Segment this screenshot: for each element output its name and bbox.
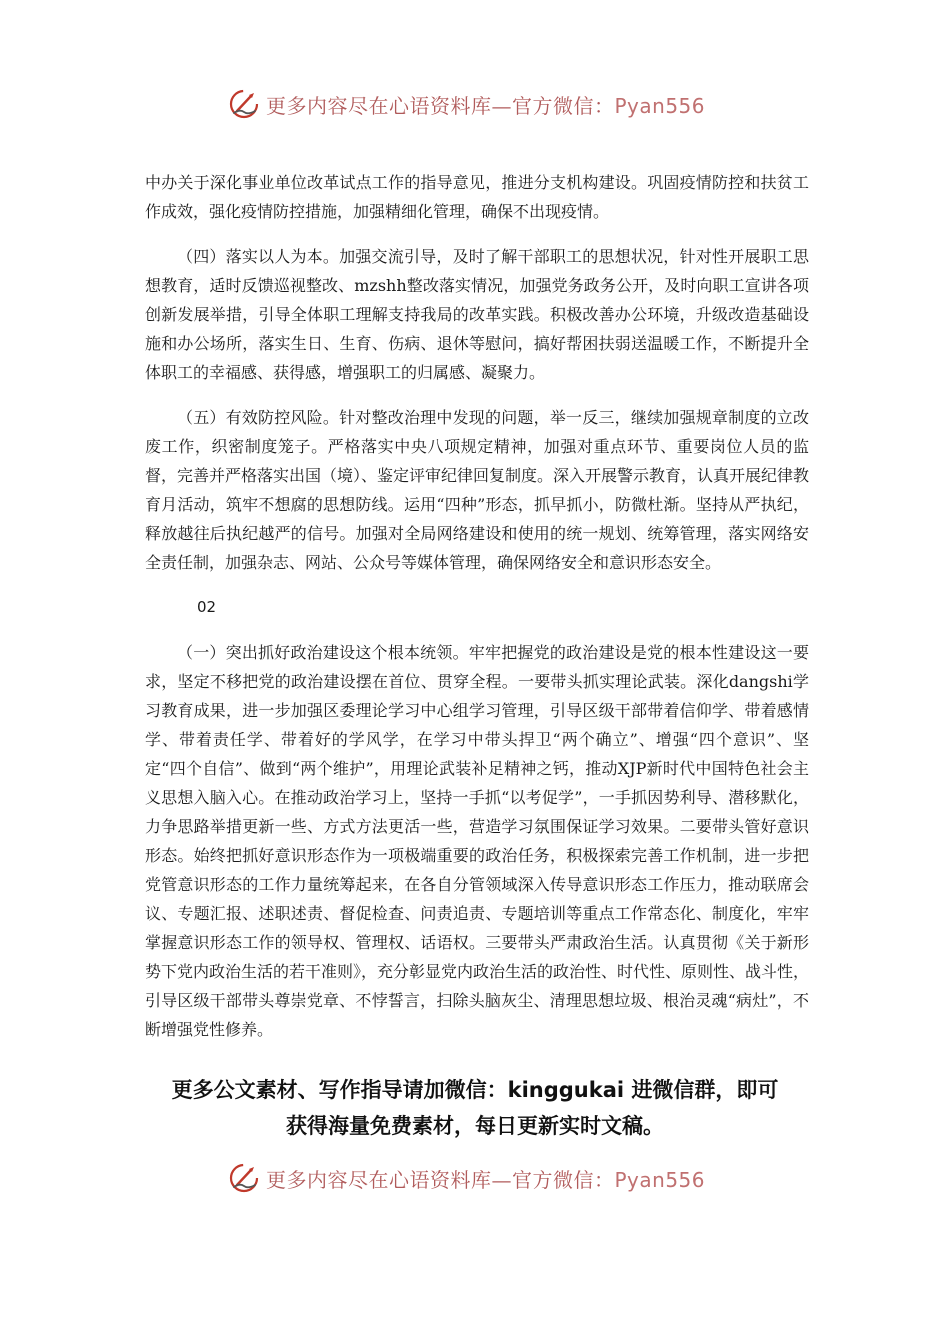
promo-line: 更多公文素材、写作指导请加微信：kinggukai 进微信群，即可 xyxy=(171,1078,779,1102)
paragraph: （四）落实以人为本。加强交流引导，及时了解干部职工的思想状况，针对性开展职工思想教育，适时反馈巡视整改、mzshh整改落实情况，加强党务政务公开，及时向职工宣讲各项创新发展举措，引导全体职工理解支持我局的改革实践。积极改善办公环境，升级改造基础设施和办公场所，落实生日、生育、伤病、退休等慰问，搞好帮困扶弱送温暖工作，不断提升全体职工的幸福感、获得感，增强职工的归属感、凝聚力。 xyxy=(145,247,809,382)
banner-text: 更多内容尽在心语资料库—官方微信：Pyan556 xyxy=(266,93,706,118)
writing-hand-logo-icon xyxy=(228,1161,262,1195)
promo-notice xyxy=(120,1072,830,1144)
wechat-id: Pyan556 xyxy=(614,93,706,118)
paragraph: （一）突出抓好政治建设这个根本统领。牢牢把握党的政治建设是党的根本性建设这一要求，坚定不移把党的政治建设摆在首位、贯穿全程。一要带头抓实理论武装。深化dangshi学习教育成果，进一步加强区委理论学习中心组学习管理，引导区级干部带着信仰学、带着感情学、带着责任学、带着好的学风学，在学习中带头捍卫“两个确立”、增强“四个意识”、坚定“四个自信”、做到“两个维护”，用理论武装补足精神之钙，推动XJP新时代中国特色社会主义思想入脑入心。在推动政治学习上，坚持一手抓“以考促学”，一手抓因势利导、潜移默化，力争思路举措更新一些、方式方法更活一些，营造学习氛围保证学习效果。二要带头管好意识形态。始终把抓好意识形态作为一项极端重要的政治任务，积极探索完善工作机制，进一步把党管意识形态的工作力量统筹起来，在各自分管领域深入传导意识形态工作压力，推动联席会议、专题汇报、述职述责、督促检查、问责追责、专题培训等重点工作常态化、制度化，牢牢掌握意识形态工作的领导权、管理权、话语权。三要带头严肃政治生活。认真贯彻《关于新形势下党内政治生活的若干准则》，充分彰显党内政治生活的政治性、时代性、原则性、战斗性，引导区级干部带头尊崇党章、不悖誓言，扫除头脑灰尘、清理思想垃圾、根治灵魂“病灶”，不断增强党性修养。 xyxy=(145,643,810,1039)
section-number: 02 xyxy=(197,598,217,616)
paragraph: （五）有效防控风险。针对整改治理中发现的问题，举一反三，继续加强规章制度的立改废工作，织密制度笼子。严格落实中央八项规定精神，加强对重点环节、重要岗位人员的监督，完善并严格落实出国（境）、鉴定评审纪律回复制度。深入开展警示教育，认真开展纪律教育月活动，筑牢不想腐的思想防线。运用“四种”形态，抓早抓小，防微杜渐。坚持从严执纪，释放越往后执纪越严的信号。加强对全局网络建设和使用的统一规划、统筹管理，落实网络安全责任制，加强杂志、网站、公众号等媒体管理，确保网络安全和意识形态安全。 xyxy=(145,408,810,572)
footer-banner xyxy=(228,1158,705,1198)
banner-text: 更多内容尽在心语资料库—官方微信：Pyan556 xyxy=(266,1167,706,1192)
paragraph: 中办关于深化事业单位改革试点工作的指导意见，推进分支机构建设。巩固疫情防控和扶贫工作成效，强化疫情防控措施，加强精细化管理，确保不出现疫情。 xyxy=(145,173,809,221)
document-body xyxy=(145,168,809,1060)
header-banner xyxy=(228,84,705,124)
wechat-id: Pyan556 xyxy=(614,1167,706,1192)
promo-line: 获得海量免费素材，每日更新实时文稿。 xyxy=(286,1114,664,1138)
writing-hand-logo-icon xyxy=(228,87,262,121)
